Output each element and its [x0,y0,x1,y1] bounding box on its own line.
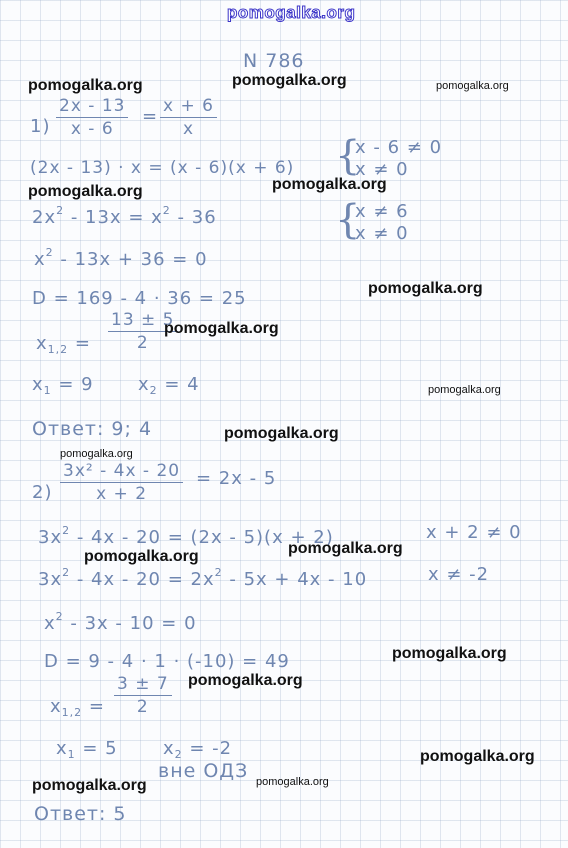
part1-condition-1b: x ≠ 0 [355,159,409,180]
watermark: pomogalka.org [420,748,535,765]
part2-fraction [60,463,183,503]
watermark: pomogalka.org [232,72,347,89]
part1-roots-numerator: 13 ± 5 [108,312,178,332]
system-brace-1: { [335,133,361,179]
watermark: pomogalka.org [428,384,501,396]
part2-roots-numerator: 3 ± 7 [114,676,172,696]
part2-line1: $3x^2 - 4x - 20 = (2x - 5)(x + 2)$ [38,524,334,548]
part1-roots-denominator: 2 [136,333,149,353]
part1-fraction-right [160,98,217,138]
part1-x2: $x_2 = 4$ [138,374,200,397]
watermark: pomogalka.org [84,548,199,565]
part2-discriminant: D = 9 - 4 · 1 · (-10) = 49 [44,651,290,672]
part2-condition-b: x ≠ -2 [428,564,490,585]
part2-roots-label: $x_{1,2}$ = [50,696,105,719]
watermark: pomogalka.org [368,280,483,297]
part1-answer: Ответ: 9; 4 [32,418,153,440]
part1-condition-1a: x - 6 ≠ 0 [355,137,443,158]
watermark: pomogalka.org [60,448,133,460]
part1-fraction-left-numerator: 2x - 13 [56,98,128,118]
part2-line2: $3x^2 - 4x - 20 = 2x^2 - 5x + 4x - 10$ [38,566,368,590]
watermark: pomogalka.org [288,540,403,557]
part1-fraction-left-denominator: x - 6 [70,119,114,139]
watermark: pomogalka.org [392,645,507,662]
part2-x2: $x_2 = -2$ [163,738,233,761]
part2-rhs: = 2x - 5 [196,468,277,489]
part1-fraction-right-numerator: x + 6 [160,98,217,118]
part2-x1: $x_1 = 5$ [56,738,118,761]
watermark: pomogalka.org [188,672,303,689]
site-watermark-top[interactable]: pomogalka.org [227,3,356,22]
watermark: pomogalka.org [164,320,279,337]
watermark: pomogalka.org [436,80,509,92]
part1-line3: $x^2 - 13x + 36 = 0$ [34,246,208,270]
part2-fraction-numerator: 3x² - 4x - 20 [60,463,183,483]
watermark: pomogalka.org [224,425,339,442]
part2-roots-fraction [114,676,172,716]
part1-condition-2a: x ≠ 6 [355,201,409,222]
part1-equals: = [142,106,159,127]
part2-condition-a: x + 2 ≠ 0 [426,522,522,543]
part2-answer: Ответ: 5 [34,803,127,825]
system-brace-2: { [335,197,361,243]
part1-condition-2b: x ≠ 0 [355,223,409,244]
watermark: pomogalka.org [256,776,329,788]
part1-label: 1) [30,116,51,137]
part1-discriminant: D = 169 - 4 · 36 = 25 [32,288,247,309]
part1-x1: $x_1 = 9$ [32,374,94,397]
part2-roots-denominator: 2 [136,697,149,717]
part1-line2: $2x^2 - 13x = x^2 - 36$ [32,204,217,228]
part2-line3: $x^2 - 3x - 10 = 0$ [44,610,197,634]
part1-roots-label: $x_{1,2}$ = [36,333,91,356]
watermark: pomogalka.org [272,176,387,193]
watermark: pomogalka.org [28,77,143,94]
part2-fraction-denominator: x + 2 [96,484,148,504]
part1-fraction-left [56,98,128,138]
part1-fraction-right-denominator: x [182,119,194,139]
watermark: pomogalka.org [28,183,143,200]
watermark: pomogalka.org [32,777,147,794]
problem-number: N 786 [243,50,305,72]
part2-label: 2) [32,482,53,503]
part2-out-of-domain-note: вне ОДЗ [158,760,249,782]
part1-line1: (2x - 13) · x = (x - 6)(x + 6) [30,158,295,178]
